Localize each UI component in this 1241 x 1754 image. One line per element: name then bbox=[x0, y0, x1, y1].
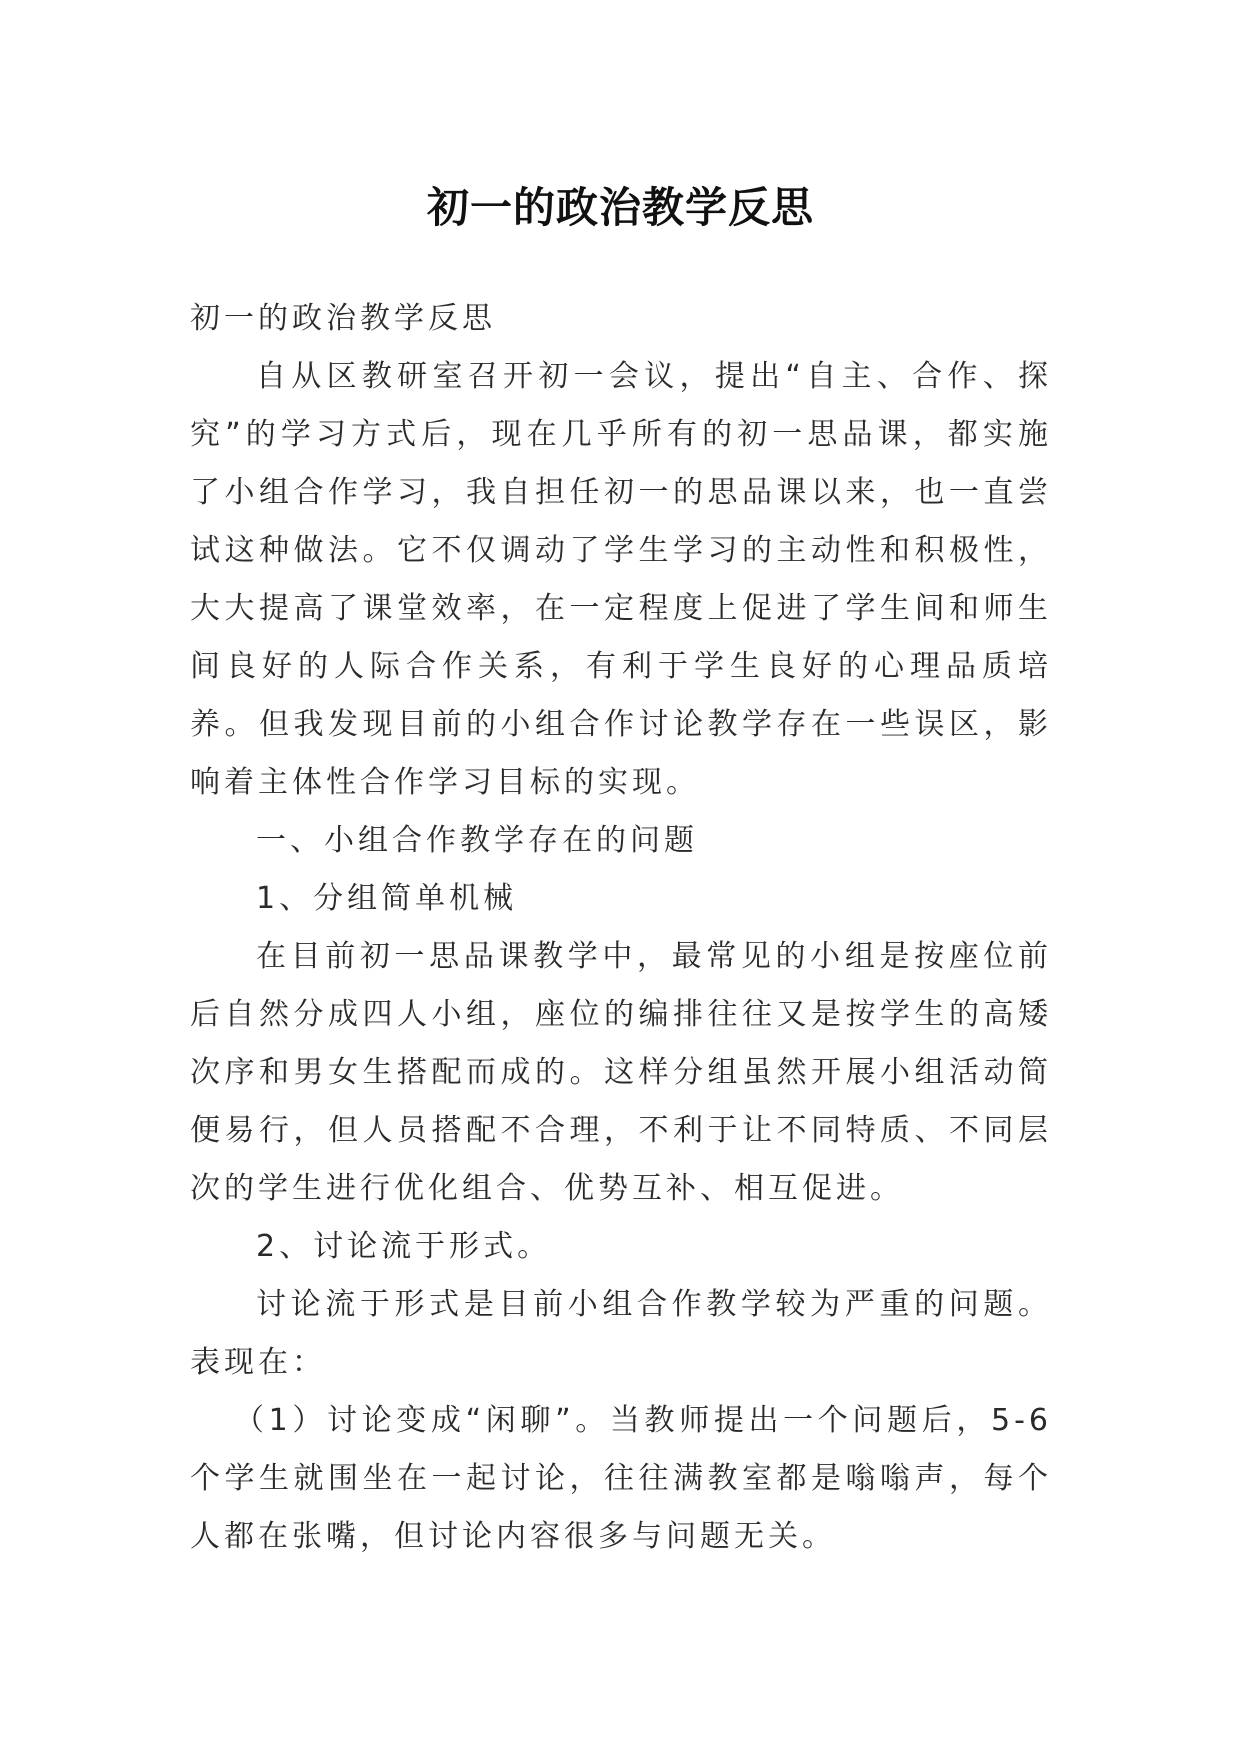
document-body bbox=[190, 290, 1052, 1566]
subsection-heading-2: 2、讨论流于形式。 bbox=[256, 1229, 552, 1264]
document-title: 初一的政治教学反思 bbox=[426, 183, 814, 233]
subsection-paragraph-1: 在目前初一思品课教学中，最常见的小组是按座位前后自然分成四人小组，座位的编排往往又是按学生的高矮次序和男女生搭配而成的。这样分组虽然开展小组活动简便易行，但人员搭配不合理，不利于让不同特质、不同层次的学生进行优化组合、优势互补、相互促进。 bbox=[190, 939, 1052, 1206]
subsection-paragraph-2: 讨论流于形式是目前小组合作教学较为严重的问题。表现在： bbox=[190, 1287, 1052, 1380]
section-heading: 一、小组合作教学存在的问题 bbox=[256, 823, 698, 858]
body-heading: 初一的政治教学反思 bbox=[190, 301, 496, 336]
subsection-heading-1: 1、分组简单机械 bbox=[256, 881, 518, 916]
list-item-paragraph: （1）讨论变成“闲聊”。当教师提出一个问题后，5-6个学生就围坐在一起讨论，往往满教室都是嗡嗡声，每个人都在张嘴，但讨论内容很多与问题无关。 bbox=[190, 1403, 1052, 1554]
intro-paragraph: 自从区教研室召开初一会议，提出“自主、合作、探究”的学习方式后，现在几乎所有的初一思品课，都实施了小组合作学习，我自担任初一的思品课以来，也一直尝试这种做法。它不仅调动了学生学习的主动性和积极性，大大提高了课堂效率，在一定程度上促进了学生间和师生间良好的人际合作关系，有利于学生良好的心理品质培养。但我发现目前的小组合作讨论教学存在一些误区，影响着主体性合作学习目标的实现。 bbox=[190, 359, 1052, 800]
